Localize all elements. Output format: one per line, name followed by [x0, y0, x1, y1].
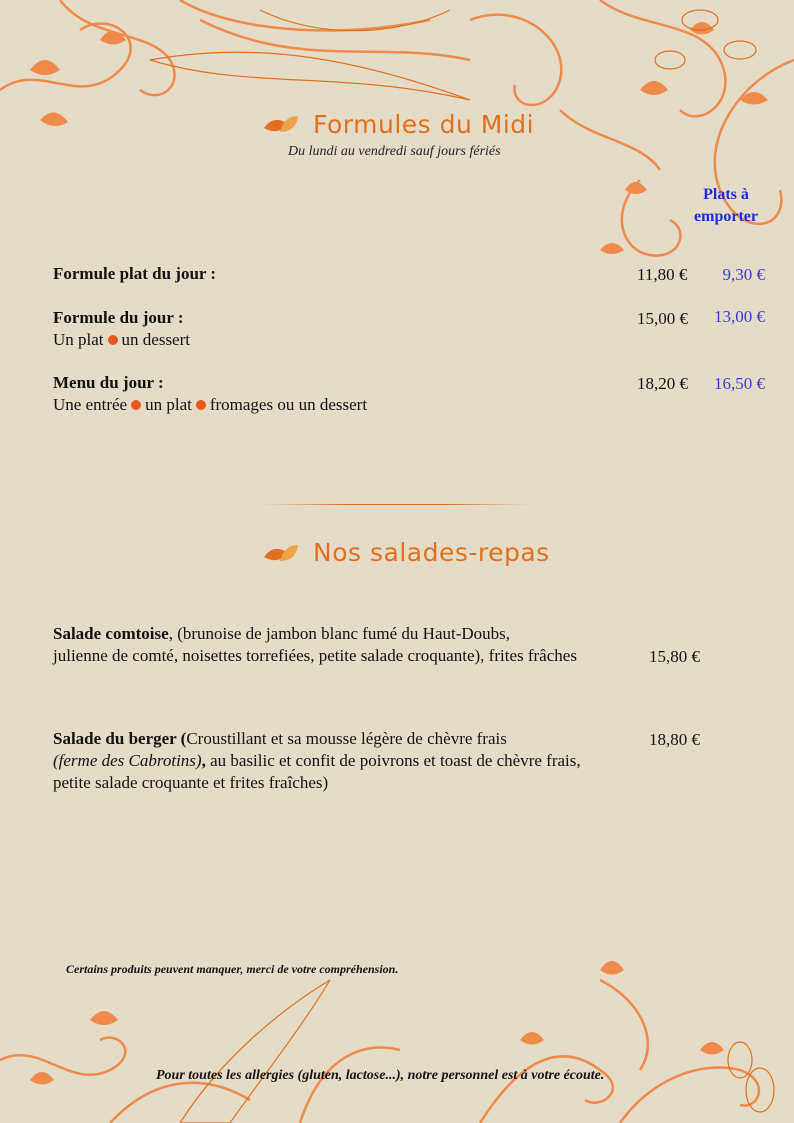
leaf-icon — [262, 114, 300, 138]
bullet-dot — [196, 400, 206, 410]
bullet-dot — [131, 400, 141, 410]
takeaway-header: Plats à emporter — [694, 186, 758, 225]
menu-item-takeaway-price: 16,50 € — [714, 374, 765, 393]
menu-item-menu-jour: Menu du jour : Une entrée un plat fromages ou un dessert — [53, 373, 368, 414]
section-title-salades: Nos salades-repas — [313, 538, 550, 567]
menu-item-salade-comtoise: Salade comtoise, (brunoise de jambon blanc fumé du Haut-Doubs, julienne de comté, noisettes torrefiées, petite salade croquante), frites frâches — [53, 624, 577, 665]
allergy-note: Pour toutes les allergies (gluten, lactose...), notre personnel est à votre écoute. — [156, 1068, 605, 1083]
menu-item-price: 15,80 € — [649, 647, 700, 666]
menu-item-price: 11,80 € — [637, 265, 688, 284]
menu-item-takeaway-price: 9,30 € — [722, 265, 765, 284]
leaf-icon — [262, 543, 300, 567]
menu-item-price: 18,80 € — [649, 730, 700, 749]
section-title-formules: Formules du Midi — [313, 110, 535, 139]
section-divider — [262, 504, 530, 505]
bullet-dot — [108, 335, 118, 345]
menu-item-salade-berger: Salade du berger (Croustillant et sa mousse légère de chèvre frais (ferme des Cabrotins), au basilic et confit de poivrons et toast de chèvre frais, petite salade croquante et frites fraîches) — [53, 729, 581, 792]
menu-item-price: 18,20 € — [637, 374, 688, 393]
section-subtitle: Du lundi au vendredi sauf jours fériés — [288, 144, 501, 159]
menu-item-formule-jour: Formule du jour : Un plat un dessert — [53, 308, 190, 349]
menu-item-formule-plat: Formule plat du jour : — [53, 264, 217, 283]
availability-note: Certains produits peuvent manquer, merci de votre compréhension. — [66, 962, 399, 976]
menu-item-price: 15,00 € — [637, 309, 688, 328]
menu-item-takeaway-price: 13,00 € — [714, 307, 765, 326]
